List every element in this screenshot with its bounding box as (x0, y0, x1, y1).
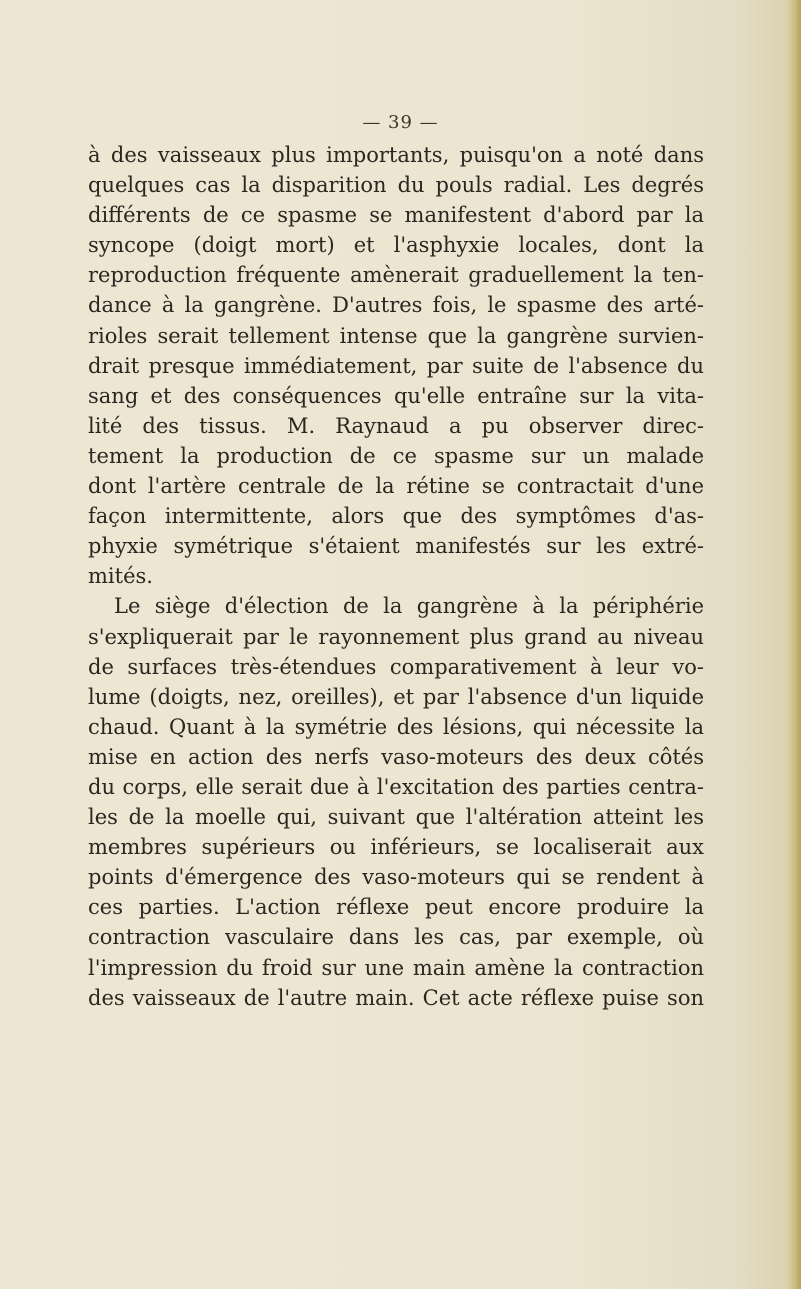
text-line: tement la production de ce spasme sur un malade (88, 443, 704, 468)
text-line: l'impression du froid sur une main amène la contraction (88, 955, 704, 980)
text-line: drait presque immédiatement, par suite de l'absence du (88, 353, 704, 378)
text-line: phyxie symétrique s'étaient manifestés sur les extré- (88, 534, 704, 559)
text-line: des vaisseaux de l'autre main. Cet acte réflexe puise son (88, 985, 704, 1010)
text-line: mise en action des nerfs vaso-moteurs des deux côtés (88, 744, 704, 769)
text-line: de surfaces très-étendues comparativement à leur vo- (88, 654, 704, 679)
text-line: les de la moelle qui, suivant que l'altération atteint les (88, 805, 704, 830)
body-text (88, 140, 704, 1013)
text-line: dont l'artère centrale de la rétine se contractait d'une (88, 474, 704, 499)
text-line: chaud. Quant à la symétrie des lésions, qui nécessite la (88, 714, 704, 739)
text-line: façon intermittente, alors que des symptômes d'as- (88, 504, 704, 529)
text-line: quelques cas la disparition du pouls radial. Les degrés (88, 173, 704, 198)
text-line: reproduction fréquente amènerait graduellement la ten- (88, 263, 704, 288)
text-line: lité des tissus. M. Raynaud a pu observer direc- (88, 413, 704, 438)
text-line: s'expliquerait par le rayonnement plus grand au niveau (88, 624, 704, 649)
text-line: lume (doigts, nez, oreilles), et par l'absence d'un liquide (88, 684, 704, 709)
text-line: membres supérieurs ou inférieurs, se localiserait aux (88, 835, 704, 860)
text-line: points d'émergence des vaso-moteurs qui se rendent à (88, 865, 704, 890)
text-line: contraction vasculaire dans les cas, par exemple, où (88, 925, 704, 950)
text-line: sang et des conséquences qu'elle entraîne sur la vita- (88, 383, 704, 408)
text-line: à des vaisseaux plus importants, puisqu'on a noté dans (88, 143, 704, 167)
text-line: différents de ce spasme se manifestent d'abord par la (88, 203, 704, 228)
text-line: rioles serait tellement intense que la gangrène survien- (88, 323, 704, 348)
text-line: du corps, elle serait due à l'excitation des parties centra- (88, 774, 704, 799)
text-line: dance à la gangrène. D'autres fois, le spasme des arté- (88, 293, 704, 318)
text-line: ces parties. L'action réflexe peut encore produire la (88, 895, 704, 920)
page-edge-shadow (787, 0, 801, 1289)
page-number: — 39 — (362, 112, 439, 133)
text-line: mités. (88, 564, 153, 589)
text-line: Le siège d'élection de la gangrène à la périphérie (114, 594, 704, 619)
text-line: syncope (doigt mort) et l'asphyxie locales, dont la (88, 233, 704, 258)
